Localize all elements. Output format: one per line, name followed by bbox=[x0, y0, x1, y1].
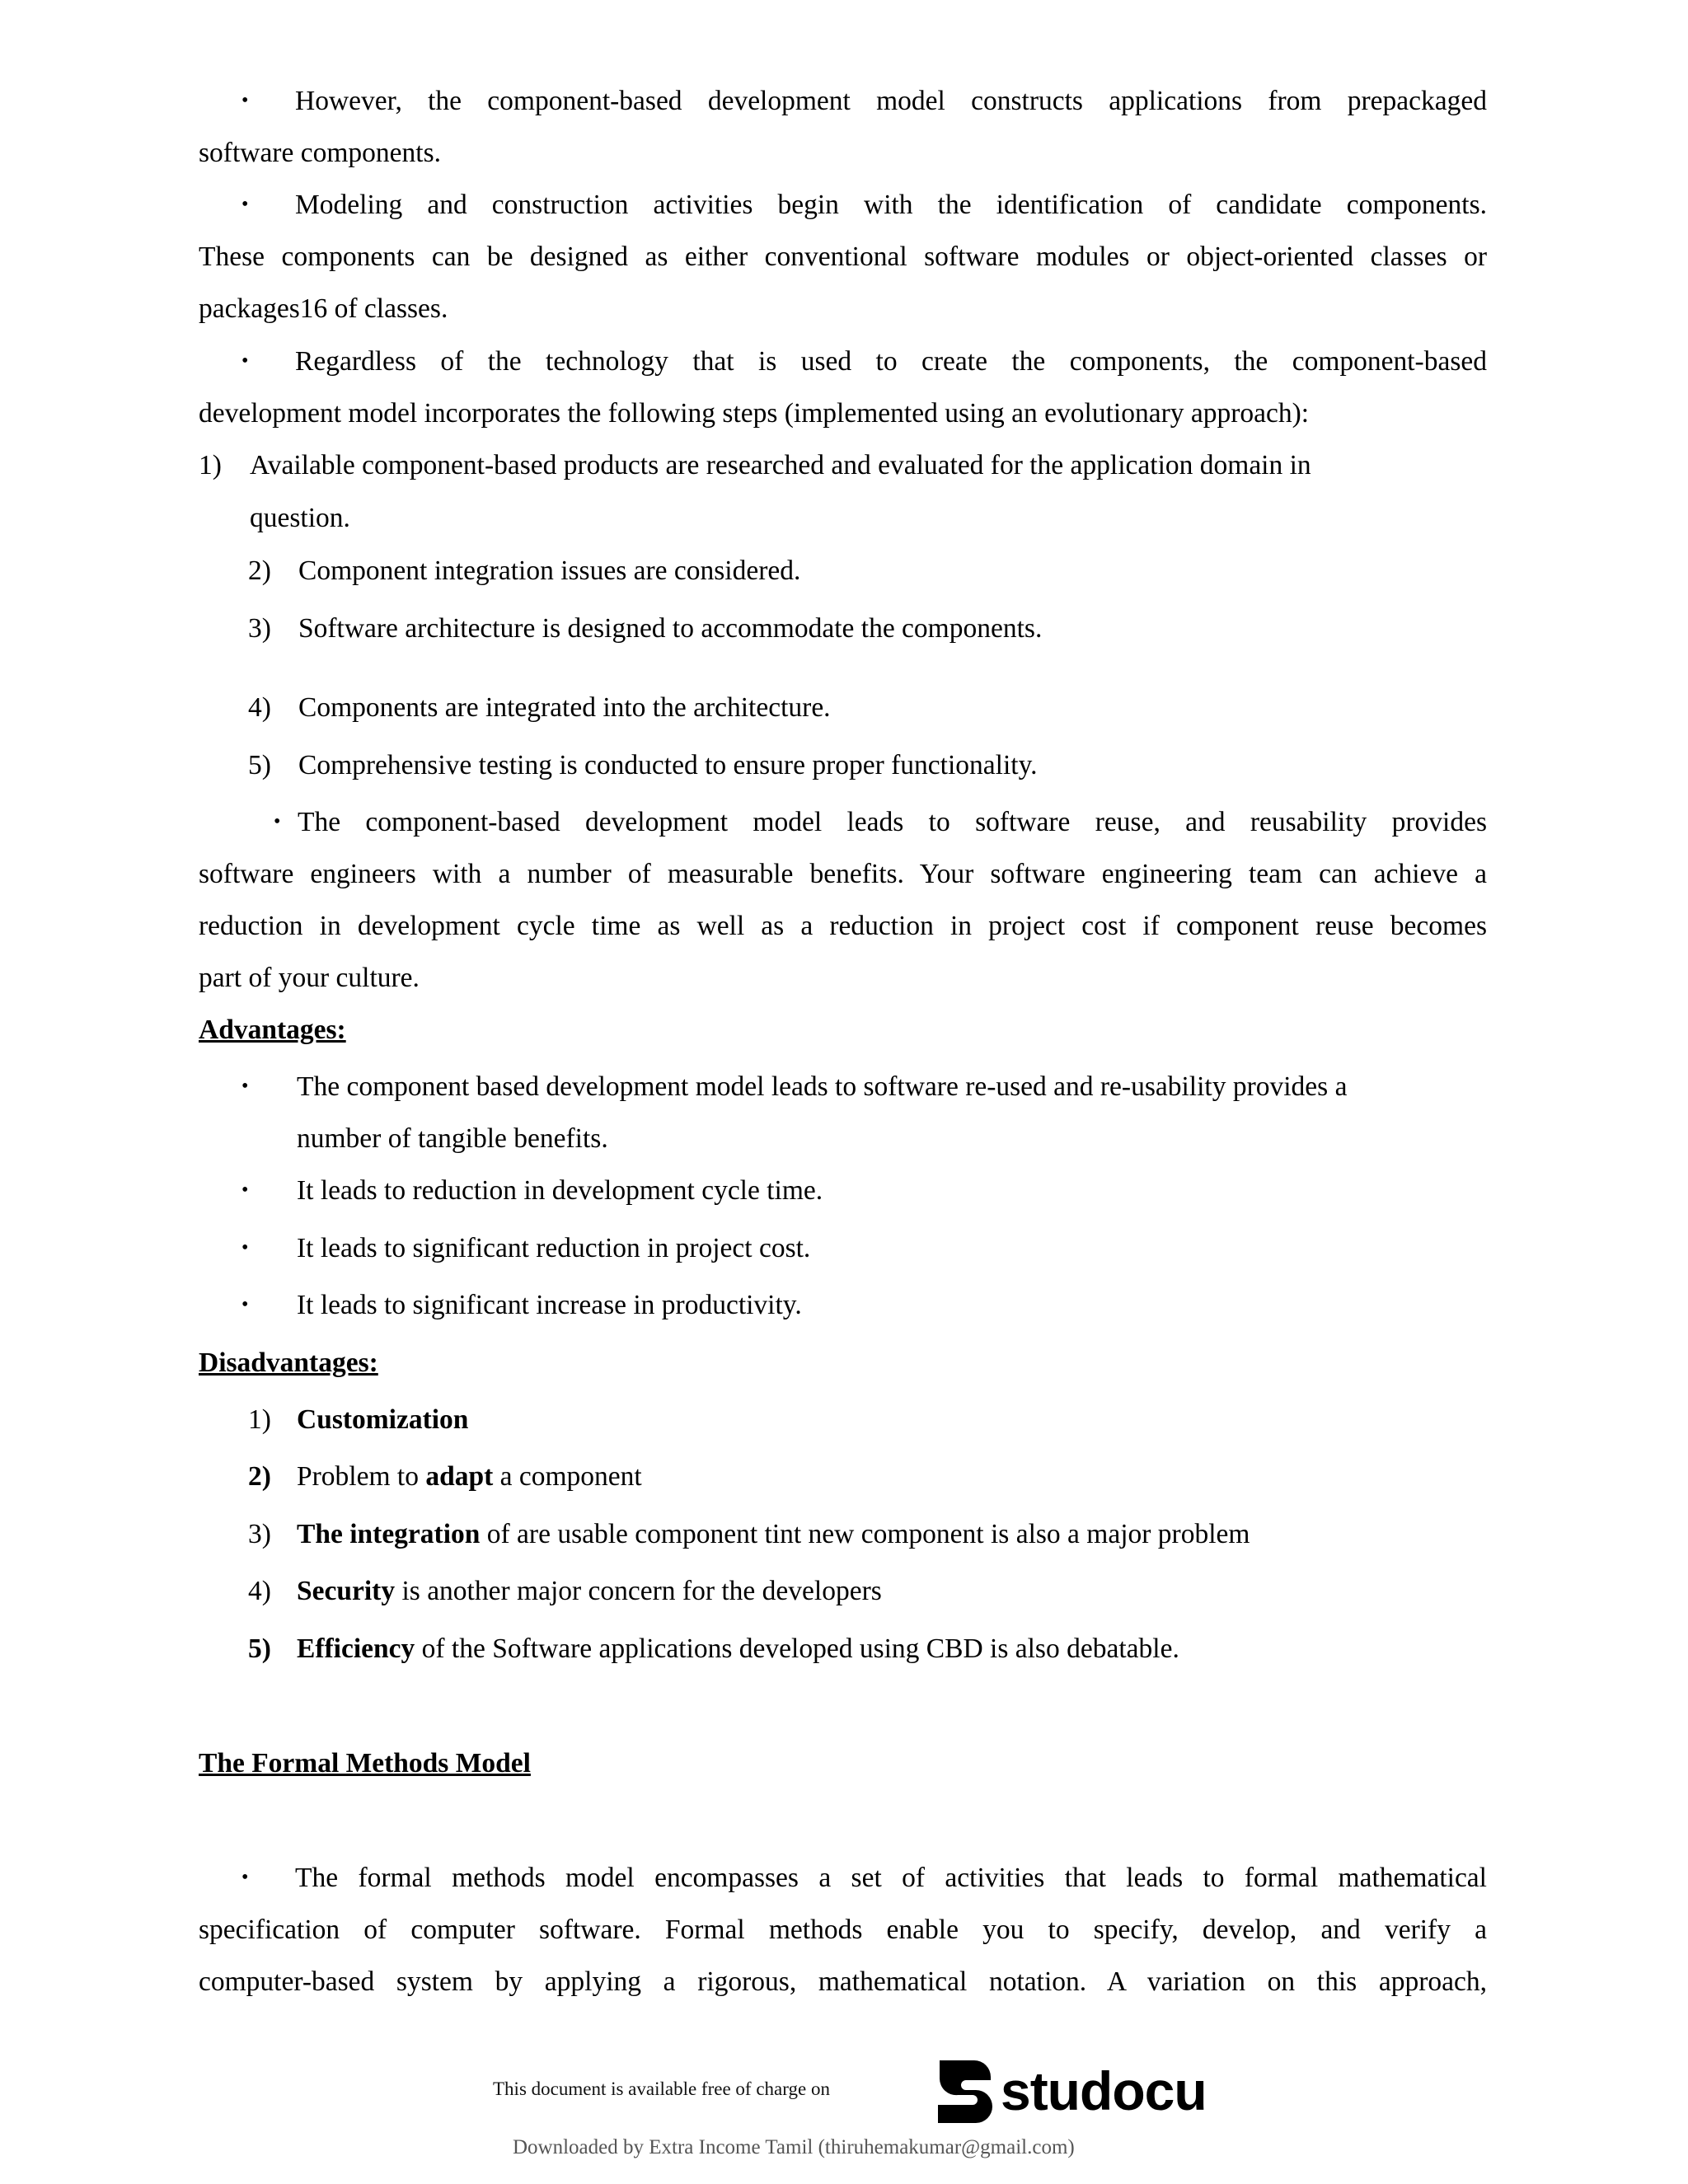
step-text-cont: question. bbox=[250, 503, 350, 533]
reuse-line2: software engineers with a number of measurable benefits. Your software engineering team can achieve a bbox=[199, 859, 1487, 889]
bullet-icon: • bbox=[241, 350, 249, 372]
advantage-item: It leads to significant increase in productivity. bbox=[297, 1290, 802, 1320]
step-number: 1) bbox=[199, 450, 222, 480]
studocu-logo[interactable] bbox=[930, 2057, 1207, 2125]
bullet-icon: • bbox=[241, 194, 249, 215]
studocu-s-icon bbox=[930, 2057, 994, 2125]
disadvantage-number: 4) bbox=[248, 1576, 271, 1606]
download-notice: Downloaded by Extra Income Tamil (thiruhemakumar@gmail.com) bbox=[513, 2136, 1075, 2158]
disadvantage-rest: is another major concern for the developers bbox=[395, 1576, 882, 1606]
disadvantage-bold: Efficiency bbox=[297, 1633, 415, 1664]
disadvantage-pre: Problem to bbox=[297, 1461, 426, 1492]
availability-notice: This document is available free of charge on bbox=[493, 2079, 830, 2099]
advantage-item: It leads to reduction in development cycle time. bbox=[297, 1175, 823, 1206]
disadvantage-bold: Security bbox=[297, 1576, 396, 1606]
formal-line2: specification of computer software. Formal methods enable you to specify, develop, and verify a bbox=[199, 1915, 1487, 1945]
disadvantage-item bbox=[297, 1508, 1250, 1560]
step-text: Available component-based products are researched and evaluated for the application domain in bbox=[250, 450, 1311, 480]
step-text: Comprehensive testing is conducted to ensure proper functionality. bbox=[298, 750, 1038, 780]
step-number: 2) bbox=[248, 555, 271, 586]
para2-line1: Modeling and construction activities begin with the identification of candidate components. bbox=[295, 190, 1487, 220]
disadvantage-rest: of the Software applications developed using CBD is also debatable. bbox=[415, 1633, 1179, 1664]
bullet-icon: • bbox=[241, 1867, 249, 1888]
bullet-icon: • bbox=[241, 1179, 249, 1201]
step-number: 3) bbox=[248, 613, 271, 644]
disadvantage-rest: of are usable component tint new component is also a major problem bbox=[480, 1519, 1250, 1549]
bullet-icon: • bbox=[241, 1076, 249, 1097]
para1-line2: software components. bbox=[199, 138, 441, 168]
disadvantage-item bbox=[297, 1565, 882, 1617]
step-number: 4) bbox=[248, 692, 271, 723]
formal-line1: The formal methods model encompasses a set of activities that leads to formal mathematical bbox=[295, 1863, 1487, 1893]
disadvantage-item bbox=[297, 1451, 642, 1502]
formal-methods-heading: The Formal Methods Model bbox=[199, 1748, 531, 1779]
reuse-line3: reduction in development cycle time as well as a reduction in project cost if component reuse becomes bbox=[199, 911, 1487, 941]
disadvantage-item bbox=[297, 1394, 468, 1446]
reuse-line4: part of your culture. bbox=[199, 963, 420, 993]
para2-line2: These components can be designed as either conventional software modules or object-oriented classes or bbox=[199, 241, 1487, 272]
bullet-icon: • bbox=[241, 1294, 249, 1315]
step-number: 5) bbox=[248, 750, 271, 780]
para2-line3: packages16 of classes. bbox=[199, 293, 448, 324]
disadvantages-heading: Disadvantages: bbox=[199, 1347, 378, 1378]
disadvantage-bold: adapt bbox=[425, 1461, 494, 1492]
para3-line2: development model incorporates the following steps (implemented using an evolutionary approach): bbox=[199, 398, 1310, 429]
advantage-item: The component based development model leads to software re-used and re-usability provides a bbox=[297, 1071, 1348, 1102]
disadvantage-number: 5) bbox=[248, 1633, 271, 1664]
reuse-line1: The component-based development model leads to software reuse, and reusability provides bbox=[298, 807, 1487, 837]
disadvantage-number: 2) bbox=[248, 1461, 271, 1492]
bullet-icon: • bbox=[274, 811, 281, 832]
advantage-item: It leads to significant reduction in project cost. bbox=[297, 1233, 811, 1263]
advantages-heading: Advantages: bbox=[199, 1015, 346, 1045]
disadvantage-bold: Customization bbox=[297, 1404, 469, 1435]
step-text: Components are integrated into the architecture. bbox=[298, 692, 831, 723]
disadvantage-bold: The integration bbox=[297, 1519, 481, 1549]
formal-line3: computer-based system by applying a rigorous, mathematical notation. A variation on this approach, bbox=[199, 1966, 1487, 1997]
bullet-icon: • bbox=[241, 1237, 249, 1258]
advantage-item-cont: number of tangible benefits. bbox=[297, 1123, 608, 1154]
step-text: Software architecture is designed to accommodate the components. bbox=[298, 613, 1043, 644]
bullet-icon: • bbox=[241, 90, 249, 111]
disadvantage-rest: a component bbox=[493, 1461, 642, 1492]
disadvantage-number: 1) bbox=[248, 1404, 271, 1435]
disadvantage-item bbox=[297, 1623, 1179, 1675]
disadvantage-number: 3) bbox=[248, 1519, 271, 1549]
step-text: Component integration issues are considered. bbox=[298, 555, 801, 586]
para1-line1: However, the component-based development model constructs applications from prepackaged bbox=[295, 86, 1487, 116]
para3-line1: Regardless of the technology that is used to create the components, the component-based bbox=[295, 346, 1487, 377]
studocu-wordmark: studocu bbox=[1001, 2060, 1207, 2121]
